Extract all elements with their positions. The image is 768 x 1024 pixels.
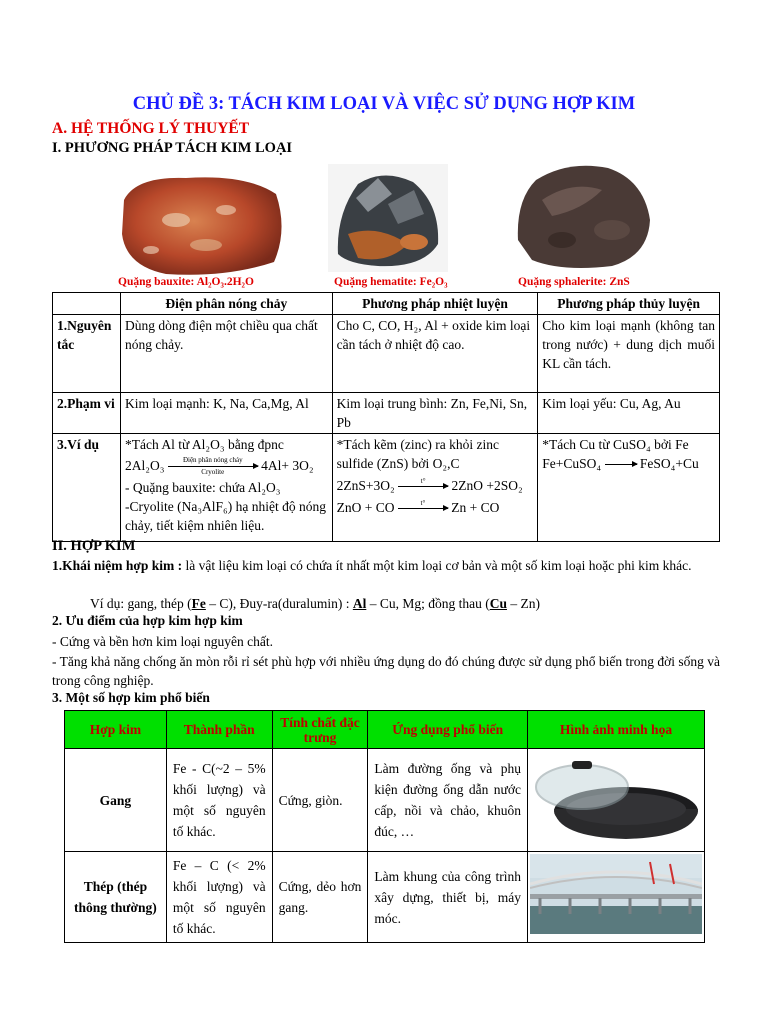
methods-table — [52, 292, 720, 542]
sphalerite-caption: Quặng sphalerite: ZnS — [518, 276, 630, 288]
equation — [542, 454, 715, 473]
examples-text: – Zn) — [506, 596, 540, 611]
bridge-image — [530, 854, 702, 934]
equation — [337, 498, 534, 517]
eq-left: ZnO + CO — [336, 500, 395, 515]
arrow-label: Điện phân nóng chảy — [182, 455, 243, 464]
hematite-image — [328, 164, 448, 272]
equation — [337, 476, 534, 495]
alloy-table — [64, 710, 705, 943]
examples-line — [90, 594, 540, 613]
alloy-definition — [52, 556, 720, 575]
col-header: Ứng dụng phổ biến — [368, 711, 528, 749]
page-title: CHỦ ĐỀ 3: TÁCH KIM LOẠI VÀ VIỆC SỬ DỤNG HỢP KIM — [132, 94, 636, 114]
table-cell: Cho kim loại mạnh (không tan trong nước) + dung dịch muối KL cần tách. — [538, 315, 720, 393]
arrow-label: t° — [420, 476, 426, 485]
examples-text: – C), Đuy-ra(duralumin) : — [205, 596, 353, 611]
text-line: - Quặng bauxite: chứa Al₂O₃ — [124, 479, 281, 495]
bauxite-image — [116, 170, 286, 278]
advantage-1: - Cứng và bền hơn kim loại nguyên chất. — [52, 634, 274, 649]
alloy-name: Thép (thép thông thường) — [65, 852, 167, 943]
examples-text: – Cu, Mg; đồng thau ( — [366, 596, 490, 611]
reaction-arrow — [605, 459, 637, 471]
sphalerite-image — [512, 160, 654, 272]
table-cell: Kim loại trung bình: Zn, Fe,Ni, Sn, Pb — [332, 393, 538, 434]
reaction-arrow — [398, 476, 448, 494]
alloy-usage: Làm khung của công trình xây dựng, thiết bị, máy móc. — [368, 852, 528, 943]
alloy-usage: Làm đường ống và phụ kiện đường ống dẫn nước cấp, nồi và chảo, khuôn đúc, … — [368, 749, 528, 852]
base-metal-fe: Fe — [191, 596, 206, 611]
table-cell: Kim loại yếu: Cu, Ag, Au — [538, 393, 720, 434]
arrow-line — [398, 508, 448, 509]
table-cell: Cho C, CO, H₂, Al + oxide kim loại cần tách ở nhiệt độ cao. — [332, 315, 538, 393]
bridge-image-cell — [527, 852, 704, 943]
arrow-label: t° — [420, 498, 426, 507]
alloy-name: Gang — [65, 749, 167, 852]
base-metal-al: Al — [352, 596, 367, 611]
text-line: *Tách Cu từ CuSO₄ bởi Fe — [542, 437, 689, 452]
eq-right: 4Al+ 3O₂ — [261, 458, 314, 473]
pot-image — [530, 751, 702, 843]
examples-text: Ví dụ: gang, thép ( — [90, 596, 192, 611]
definition-label: 1.Khái niệm hợp kim : — [52, 558, 183, 573]
eq-right: FeSO₄+Cu — [639, 456, 699, 471]
text-line: *Tách kẽm (zinc) ra khỏi zinc sulfide (ZnS) bởi O₂,C — [336, 437, 499, 471]
pot-image-cell — [527, 749, 704, 852]
reaction-arrow — [168, 455, 258, 476]
section-a-heading: A. HỆ THỐNG LÝ THUYẾT — [52, 120, 250, 137]
table-cell: Kim loại mạnh: K, Na, Ca,Mg, Al — [120, 393, 332, 434]
col-header: Hợp kim — [65, 711, 167, 749]
arrow-label: Cryolite — [201, 467, 225, 476]
table-cell: Dùng dòng điện một chiều qua chất nóng chảy. — [120, 315, 332, 393]
advantage-2: - Tăng khả năng chống ăn mòn rỗi rỉ sét phù hợp với nhiều ứng dụng do đó chúng được sử dụng phổ biến trong đời sống và trong công nghiệp. — [52, 654, 720, 688]
col-header: Thành phần — [166, 711, 272, 749]
row-head-scope: 2.Phạm vi — [53, 393, 121, 434]
arrow-line — [168, 466, 258, 467]
eq-left: 2Al₂O₃ — [124, 458, 165, 473]
definition-text: là vật liệu kim loại có chứa ít nhất một kim loại cơ bản và một số kim loại hoặc phi kim khác. — [182, 558, 692, 573]
arrow-line — [398, 486, 448, 487]
col-header: Phương pháp thủy luyện — [538, 293, 720, 315]
col-header: Tính chất đặc trưng — [272, 711, 368, 749]
text-line: *Tách Al từ Al₂O₃ bằng đpnc — [124, 437, 284, 452]
col-header: Hình ảnh minh họa — [527, 711, 704, 749]
common-alloys-heading: 3. Một số hợp kim phổ biến — [52, 690, 210, 705]
example-cell-electrolysis — [120, 434, 332, 542]
example-cell-pyro — [332, 434, 538, 542]
row-head-principle: 1.Nguyên tắc — [53, 315, 121, 393]
eq-left: Fe+CuSO₄ — [542, 456, 602, 471]
row-head-example: 3.Ví dụ — [53, 434, 121, 542]
equation — [125, 456, 328, 476]
table-corner — [53, 293, 121, 315]
hematite-caption: Quặng hematite: Fe₂O₃ — [334, 276, 448, 288]
advantages-heading: 2. Ưu điểm của hợp kim hợp kim — [52, 613, 243, 628]
base-metal-cu: Cu — [489, 596, 507, 611]
alloy-composition: Fe - C(~2 – 5% khối lượng) và một số nguyên tố khác. — [166, 749, 272, 852]
eq-left: 2ZnS+3O₂ — [336, 478, 395, 493]
alloy-property: Cứng, dẻo hơn gang. — [272, 852, 368, 943]
text-line: -Cryolite (Na₃AlF₆) hạ nhiệt độ nóng chảy, tiết kiệm nhiên liệu. — [124, 498, 326, 533]
eq-right: Zn + CO — [451, 500, 500, 515]
eq-right: 2ZnO +2SO₂ — [451, 478, 523, 493]
section-2-heading: II. HỢP KIM — [52, 538, 136, 554]
alloy-composition: Fe – C (< 2% khối lượng) và một số nguyên tố khác. — [166, 852, 272, 943]
alloy-property: Cứng, giòn. — [272, 749, 368, 852]
arrow-line — [605, 464, 637, 465]
example-cell-hydro — [538, 434, 720, 542]
col-header: Điện phân nóng chảy — [120, 293, 332, 315]
section-1-heading: I. PHƯƠNG PHÁP TÁCH KIM LOẠI — [52, 140, 293, 156]
bauxite-caption: Quặng bauxite: Al₂O₃.2H₂O — [118, 276, 254, 288]
reaction-arrow — [398, 498, 448, 516]
col-header: Phương pháp nhiệt luyện — [332, 293, 538, 315]
